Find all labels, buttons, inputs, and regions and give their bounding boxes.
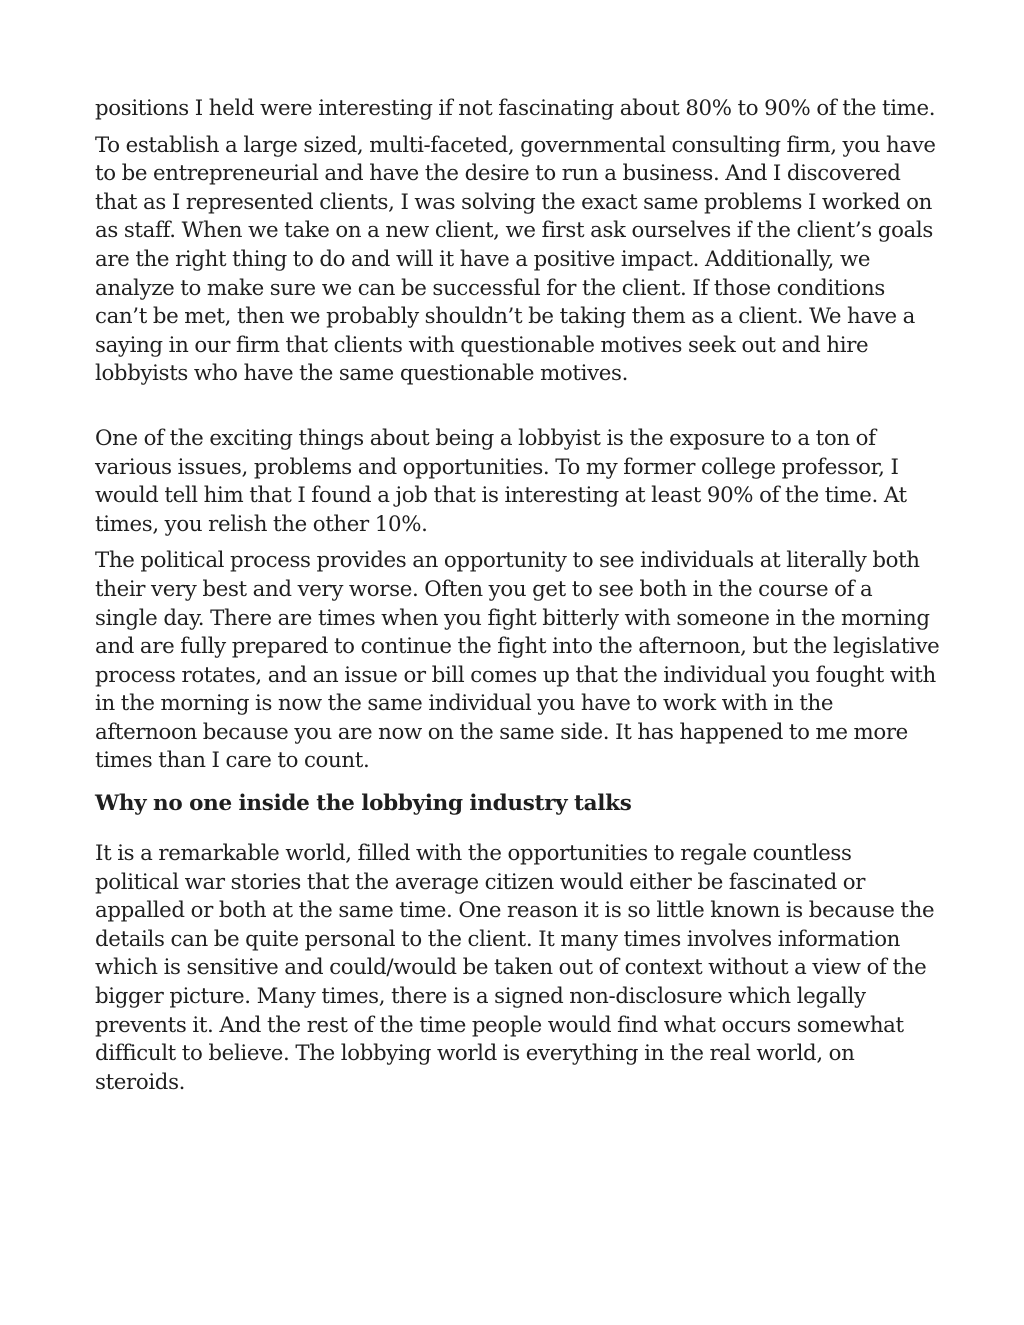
document-page (95, 95, 940, 1105)
paragraph-positions: positions I held were interesting if not fascinating about 80% to 90% of the time. (95, 96, 936, 121)
paragraph-remarkable-world: It is a remarkable world, filled with the opportunities to regale countless political war stories that the average citizen would either be fascinated or appalled or both at the same time. One reason it is so little known is because the details can be quite personal to the client. It many times involves information which is sensitive and could/would be taken out of context without a view of the bigger picture. Many times, there is a signed non-disclosure which legally prevents it. And the rest of the time people would find what occurs somewhat difficult to believe. The lobbying world is everything in the real world, on steroids. (95, 841, 935, 1095)
paragraph-exciting-things: One of the exciting things about being a lobbyist is the exposure to a ton of various issues, problems and opportunities. To my former college professor, I would tell him that I found a job that is interesting at least 90% of the time. At times, you relish the other 10%. (95, 425, 907, 537)
section-heading: Why no one inside the lobbying industry talks (95, 791, 632, 817)
paragraph-consulting-firm: To establish a large sized, multi-faceted, governmental consulting firm, you have to be entrepreneurial and have the desire to run a business. And I discovered that as I represented clients, I was solving the exact same problems I worked on as staff. When we take on a new client, we first ask ourselves if the client’s goals are the right thing to do and will it have a positive impact. Additionally, we analyze to make sure we can be successful for the client. If those conditions can’t be met, then we probably shouldn’t be taking them as a client. We have a saying in our firm that clients with questionable motives seek out and hire lobbyists who have the same questionable motives. (95, 132, 936, 387)
paragraph-political-process: The political process provides an opportunity to see individuals at literally both their very best and very worse. Often you get to see both in the course of a single day. There are times when you fight bitterly with someone in the morning and are fully prepared to continue the fight into the afternoon, but the legislative process rotates, and an issue or bill comes up that the individual you fought with in the morning is now the same individual you have to work with in the afternoon because you are now on the same side. It has happened to me more times than I care to count. (95, 548, 940, 774)
